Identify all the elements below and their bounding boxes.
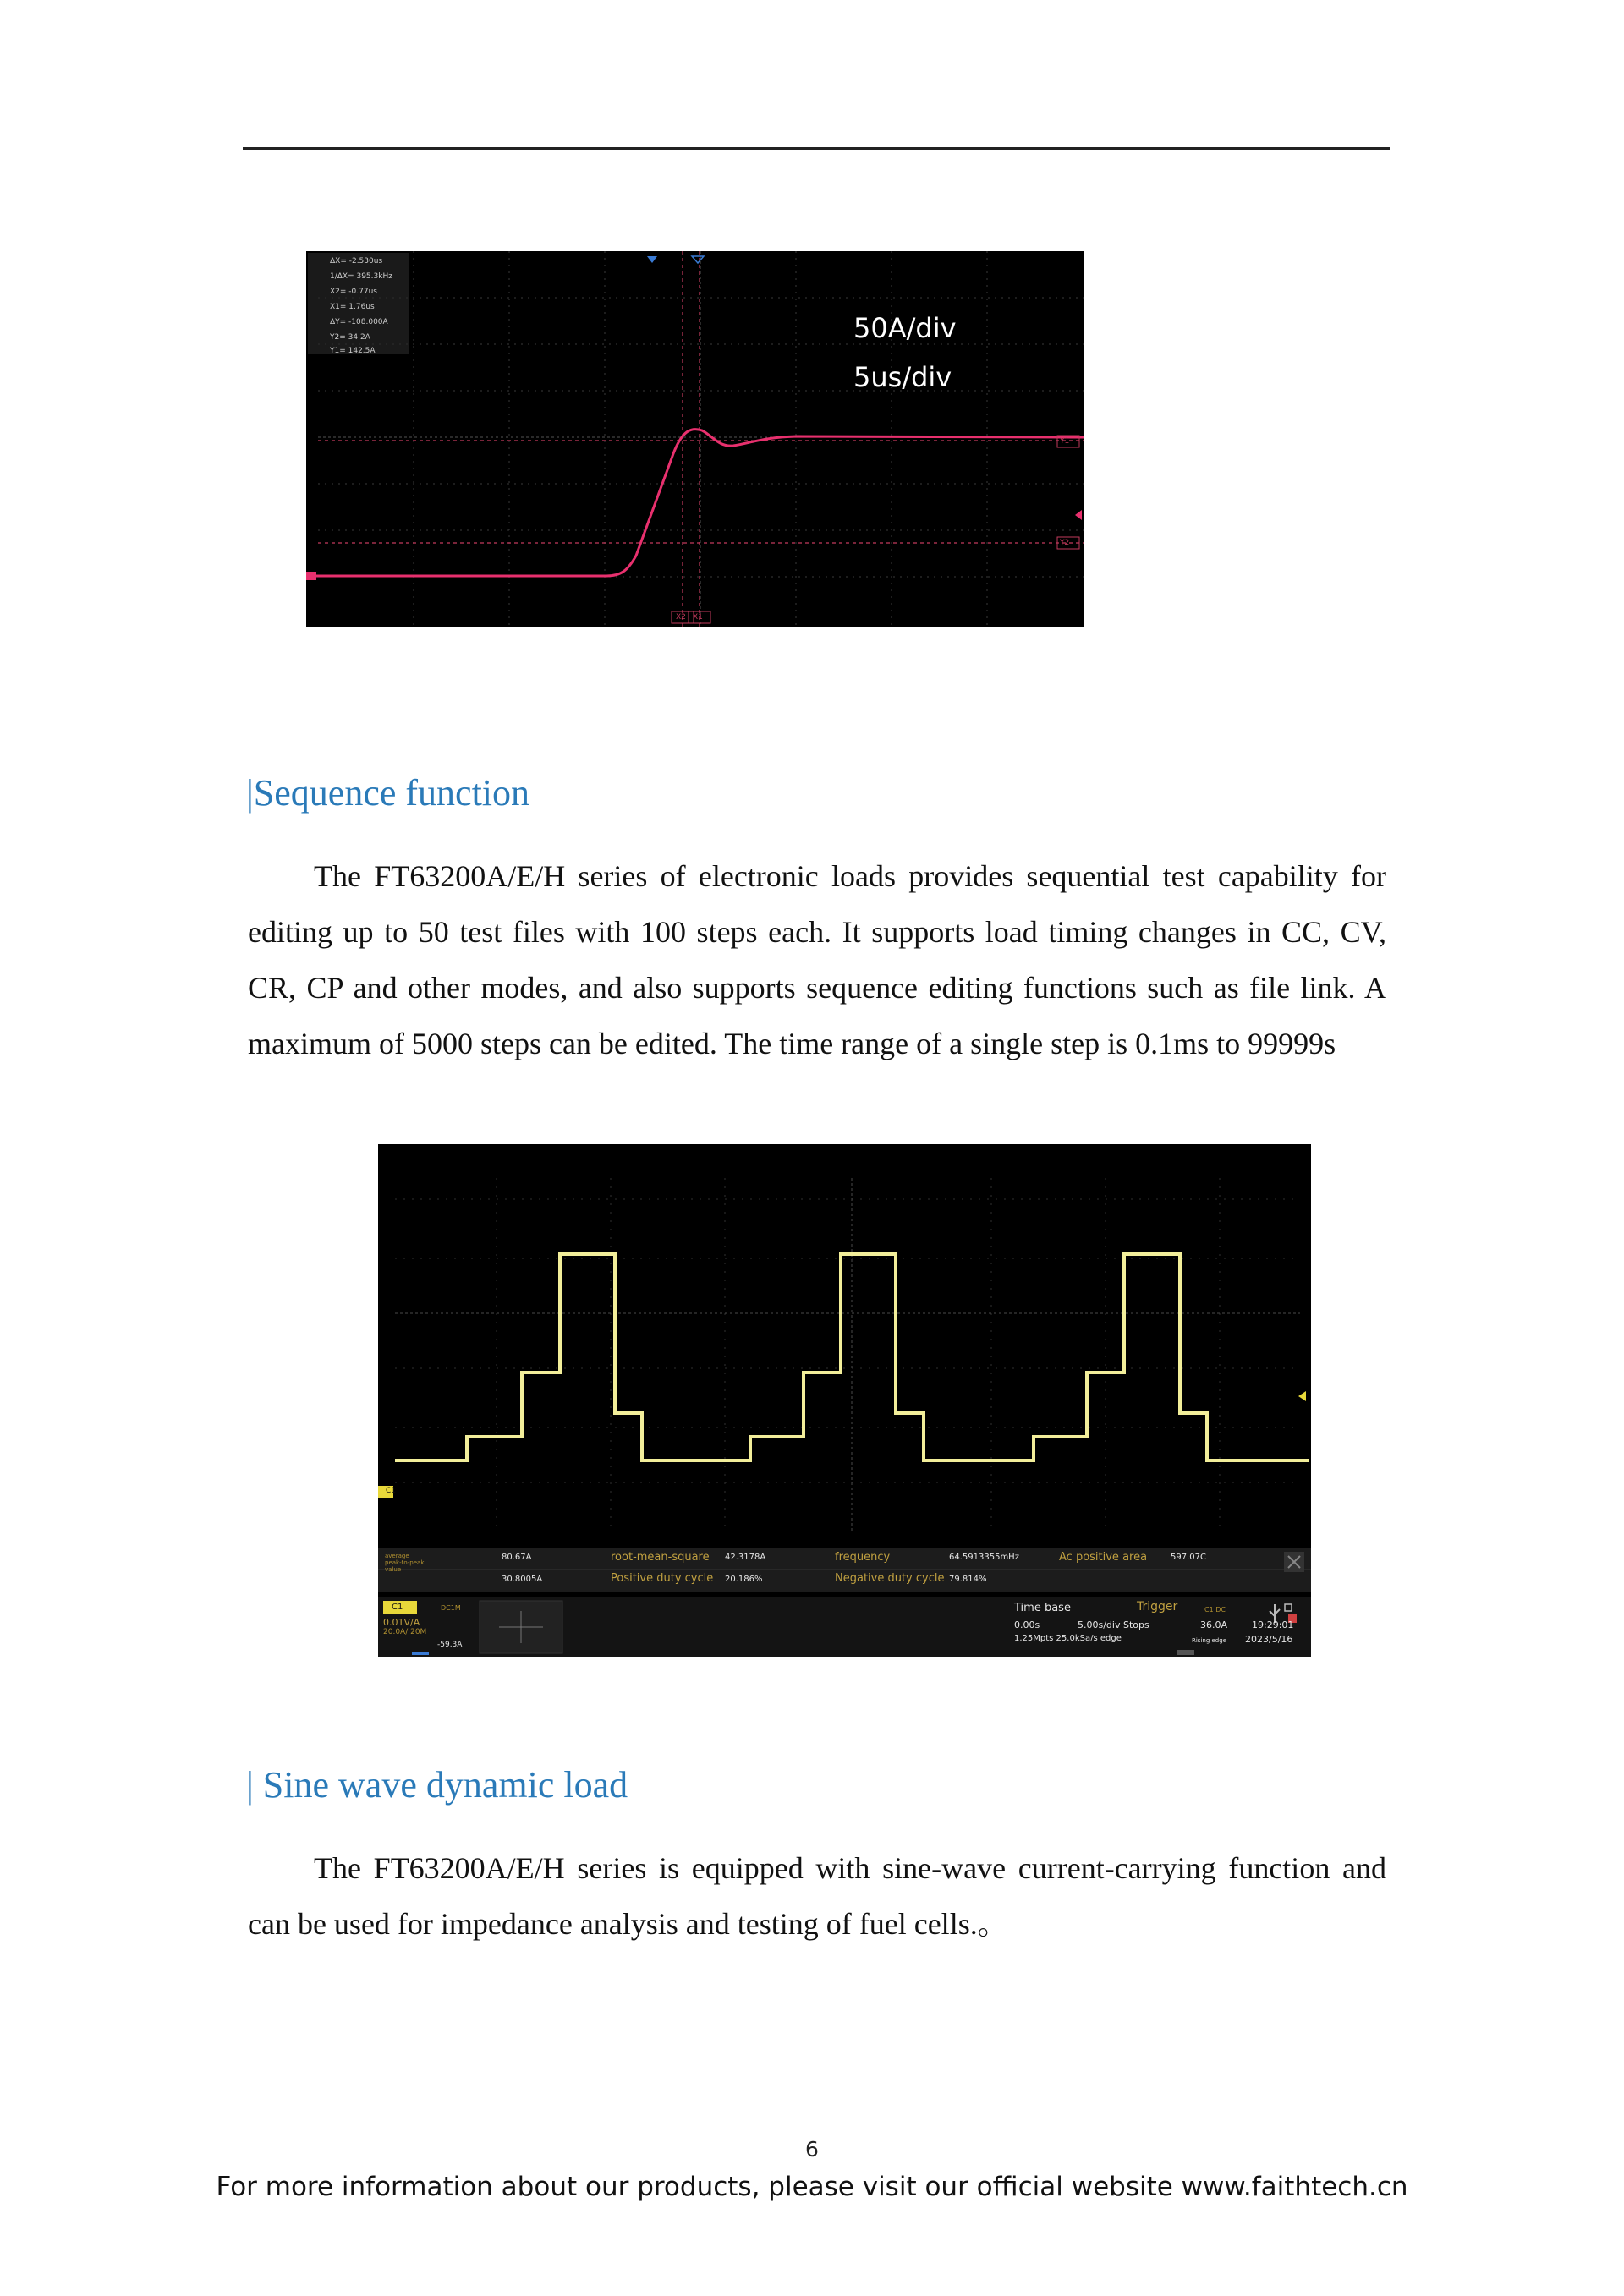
cursor-readout-freq: 1/ΔX= 395.3kHz <box>330 272 392 281</box>
measure-average-label: average <box>385 1553 409 1559</box>
current-scale-label: 50A/div <box>853 312 957 344</box>
cursor-readout-x2: X2= -0.77us <box>330 288 377 296</box>
cursor-marker-icon <box>692 256 704 263</box>
channel-badge-label: C1 <box>392 1603 403 1612</box>
timebase-value: 5.00s/div Stops <box>1078 1619 1149 1630</box>
measure-negative-duty: 79.814% <box>949 1575 987 1584</box>
channel-scale: 0.01V/A <box>383 1617 420 1628</box>
measure-ac-area-label: Ac positive area <box>1059 1551 1148 1564</box>
trigger-label: Trigger <box>1137 1600 1178 1614</box>
trigger-edge: Rising edge <box>1192 1637 1227 1644</box>
trigger-level: 36.0A <box>1200 1619 1228 1630</box>
timebase-label: Time base <box>1014 1602 1071 1614</box>
section-paragraph-sine <box>248 1840 1386 1952</box>
channel-coupling: DC1M <box>441 1604 461 1612</box>
clock-time: 19:29:01 <box>1252 1619 1294 1630</box>
y2-marker-label: Y2 <box>1060 539 1070 547</box>
paragraph-text: The FT63200A/E/H series is equipped with sine-wave current-carrying function and can be used for impedance analysis and testing of fuel cells.。 <box>248 1851 1386 1941</box>
measure-average: 80.67A <box>502 1553 532 1562</box>
scope-grid <box>306 251 1084 627</box>
current-trace <box>311 430 1084 576</box>
timebase-offset: 0.00s <box>1014 1619 1040 1630</box>
trigger-level-icon <box>1075 510 1082 520</box>
y1-marker-label: Y1 <box>1060 437 1070 446</box>
cursor-readout-y1: Y1= 142.5A <box>330 347 376 355</box>
cursor-readout-y2: Y2= 34.2A <box>330 333 370 342</box>
trigger-level-icon <box>1298 1391 1306 1401</box>
x2-marker-label: X2 <box>676 613 686 622</box>
waveform-screenshot-step-response <box>306 251 1084 627</box>
x1-marker-label: X1 <box>693 613 703 622</box>
channel-marker-label: C1 <box>386 1487 397 1495</box>
trigger-position-icon <box>647 256 657 263</box>
cursor-readout-dx: ΔX= -2.530us <box>330 257 383 266</box>
paragraph-text: The FT63200A/E/H series of electronic loads provides sequential test capability for editing up to 50 test files with 100 steps each. It supports load timing changes in CC, CV, CR, CP and other modes, and also supports sequence editing functions such as file link. A maximum of 5000 steps can be edited. The time range of a single step is 0.1ms to 99999s <box>248 859 1386 1060</box>
trigger-source: C1 DC <box>1204 1606 1226 1614</box>
sample-info: 1.25Mpts 25.0kSa/s edge <box>1014 1634 1122 1643</box>
measure-ac-area: 597.07C <box>1171 1553 1206 1562</box>
waveform-screenshot-sequence <box>378 1144 1311 1657</box>
cursor-readout-x1: X1= 1.76us <box>330 303 375 311</box>
measure-frequency-label: frequency <box>835 1551 891 1564</box>
measure-rms: 42.3178A <box>725 1553 766 1562</box>
section-heading-sine: | Sine wave dynamic load <box>246 1764 628 1806</box>
measure-frequency: 64.5913355mHz <box>949 1553 1019 1562</box>
page-number: 6 <box>805 2137 819 2162</box>
cursor-readout-dy: ΔY= -108.000A <box>330 318 388 326</box>
measure-value-label: value <box>385 1566 402 1573</box>
footer-text: For more information about our products, please visit our official website www.faithtech.cn <box>216 2172 1408 2202</box>
channel-marker-icon <box>306 572 316 580</box>
time-scale-label: 5us/div <box>853 361 952 393</box>
section-heading-sequence: |Sequence function <box>246 772 530 814</box>
measure-rms-label: root-mean-square <box>611 1551 710 1564</box>
clock-date: 2023/5/16 <box>1245 1634 1293 1645</box>
channel-bandwidth: 20.0A/ 20M <box>383 1628 427 1636</box>
measure-positive-duty: 20.186% <box>725 1575 763 1584</box>
section-paragraph-sequence <box>248 848 1386 1071</box>
channel-offset: -59.3A <box>437 1641 463 1649</box>
header-rule <box>243 147 1390 150</box>
measure-positive-duty-label: Positive duty cycle <box>611 1572 714 1585</box>
measure-negative-duty-label: Negative duty cycle <box>835 1572 945 1585</box>
measure-peak-label: peak-to-peak <box>385 1559 425 1566</box>
measure-peak-to-peak: 30.8005A <box>502 1575 543 1584</box>
